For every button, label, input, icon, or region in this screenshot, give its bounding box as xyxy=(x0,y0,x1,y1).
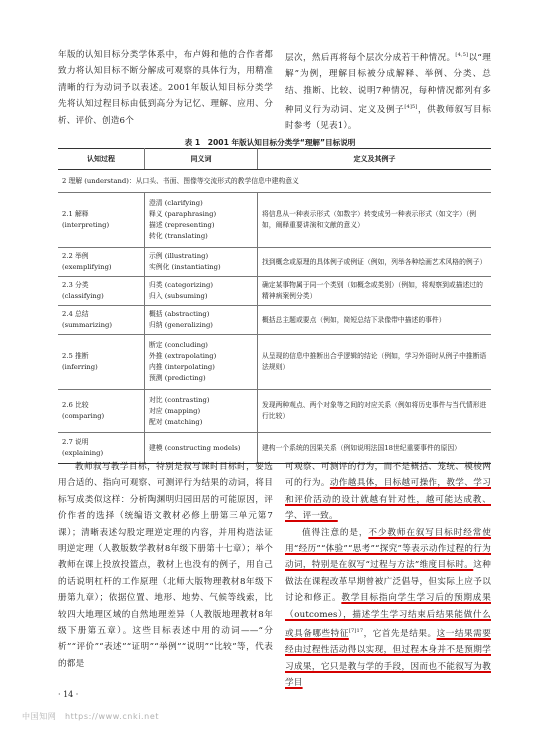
process-cell: 2.7 说明 (explaining) xyxy=(58,433,145,464)
process-cell: 2.2 举例 (exemplifying) xyxy=(58,248,145,277)
table-row xyxy=(58,306,491,335)
table-row xyxy=(58,390,491,433)
synonyms-cell: 建模 (constructing models) xyxy=(145,433,258,464)
process-cell: 2.3 分类 (classifying) xyxy=(58,277,145,306)
bottom-left-paragraph: 教师叙写教学目标，特别是叙写课时目标时，要选用合适的、指向可观察、可测评行为结果的动词，将目标写成类似这样：分析陶渊明归园田居的可能原因，评价作者的选择（统编语文教材必修上册第三单元第7课）；清晰表述勾股定理逆定理的内容，并用构造法证明逆定理（人教版数学教材8年级下册第十七章）；举个教师在课上投放投篮点，教材上也没有的例子，用自己的话说明杠杆的工作原理（北师大版物理教材8年级下册第九章）；依据位置、地形、地势、气候等线索，比较四大地理区域的自然地理差异（人教版地理教材8年级下册第五章）。这些目标表述中用的动词——“分析”“评价”“表述”“证明”“举例”“说明”“比较”等，代表的都是 xyxy=(58,462,273,669)
top-right-text-c: ，供教师叙写目标时参考（见表1）。 xyxy=(285,104,491,132)
reference-mark: [7]17 xyxy=(348,628,364,635)
intro-cell: 2 理解 (understand)：从口头、书面、图像等交流形式的教学信息中建构意义 xyxy=(58,170,491,193)
table-caption: 表 1 2001 年版认知目标分类学“理解”目标说明 xyxy=(184,138,356,147)
underlined-passage: 教学目标指向学生学习后的预期成果（outcomes），描述学生学习结束后结果能做什么或具备哪些特征 xyxy=(285,593,491,639)
definition-cell: 确定某事物属于同一个类别（如概念或类别）（例如，将观察到或描述过的精神病案例分类） xyxy=(258,277,492,306)
bottom-right-paragraph-1: 可观察、可测评的行为，而不是概括、笼统、模棱两可的行为。动作越具体，目标越可操作，教学、学习和评价活动的设计就越有针对性，越可能达成教、学、评一致。 xyxy=(285,462,491,522)
top-right-column xyxy=(285,47,491,135)
synonyms-cell: 对比 (contrasting) 对应 (mapping) 配对 (matching) xyxy=(145,390,258,433)
page-number: · 14 · xyxy=(58,690,79,699)
synonyms-cell: 示例 (illustrating) 实例化 (instantiating) xyxy=(145,248,258,277)
synonyms-cell: 归类 (categorizing) 归入 (subsuming) xyxy=(145,277,258,306)
definition-cell: 将信息从一种表示形式（如数字）转变成另一种表示形式（如文字）（例如，阐释重要讲演和文献的意义） xyxy=(258,193,492,248)
table-header-row xyxy=(58,149,491,170)
process-cell: 2.1 解释 (interpreting) xyxy=(58,193,145,248)
definition-cell: 概括总主题或要点（例如，简短总结下录像带中描述的事件） xyxy=(258,306,492,335)
bottom-right-paragraph-2: 值得注意的是，不少教师在叙写目标时经常使用“经历”“体验”“思考”“探究”等表示动作过程的行为动词，特别是在叙写“过程与方法”维度目标时。这种做法在课程改革早期曾被广泛倡导，但实际上应予以讨论和修正。教学目标指向学生学习后的预期成果（outcomes），描述学生学习结束后结果能做什么或具备哪些特征$^{[7]17}$，它首先是结果。这一结果需要经由过程性活动得以实现，但过程本身并不是预期学习成果，它只是教与学的手段，因而也不能叙写为教学目 xyxy=(285,527,491,689)
table-intro-row xyxy=(58,170,491,193)
definition-cell: 从呈现的信息中推断出合乎逻辑的结论（例如，学习外语时从例子中推断语法规则） xyxy=(258,335,492,390)
underlined-passage: 不少教师在叙写目标时经常使用“经历”“体验”“思考”“探究”等表示动作过程的行为动词，特别是在叙写“过程与方法”维度目标时。 xyxy=(285,527,491,571)
table-row xyxy=(58,248,491,277)
definition-cell: 发现两种观点、两个对象等之间的对应关系（例如将历史事件与当代情形进行比较） xyxy=(258,390,492,433)
top-left-paragraph: 年版的认知目标分类学体系中，布卢姆和他的合作者都致力将认知目标不断分解成可观察的具体行为，用精准清晰的行为动词予以表述。2001年版认知目标分类学先将认知过程目标由低到高分为记忆、理解、应用、分析、评价、创造6个 xyxy=(58,50,273,126)
top-left-column xyxy=(58,47,273,129)
top-right-text-a: 层次，然后再将每个层次分成若干种情况。 xyxy=(285,52,456,63)
process-cell: 2.4 总结 (summarizing) xyxy=(58,306,145,335)
bottom-right-column xyxy=(285,459,491,692)
table-row xyxy=(58,277,491,306)
top-right-paragraph xyxy=(285,47,491,135)
watermark-footer: 中国知网 https://www.cnki.net xyxy=(22,712,160,721)
synonyms-cell: 概括 (abstracting) 归纳 (generalizing) xyxy=(145,306,258,335)
synonyms-cell: 澄清 (clarifying) 释义 (paraphrasing) 描述 (representing) 转化 (translating) xyxy=(145,193,258,248)
top-right-text-b: 以“理解”为例，理解目标被分成解释、举例、分类、总结、推断、比较、说明7种情况，每种情况都列有多种同义行为动词、定义及例子 xyxy=(285,52,491,115)
process-cell: 2.5 推断 (inferring) xyxy=(58,335,145,390)
bottom-left-column xyxy=(58,459,273,672)
header-definition: 定义及其例子 xyxy=(258,149,492,170)
header-synonyms: 同义词 xyxy=(145,149,258,170)
header-process: 认知过程 xyxy=(58,149,145,170)
underlined-passage: 这一结果需要经由过程性活动得以实现，但过程本身并不是预期学习成果，它只是教与学的手段，因而也不能叙写为教学目 xyxy=(285,628,491,689)
reference-mark: [4,5] xyxy=(455,52,469,58)
process-cell: 2.6 比较 (comparing) xyxy=(58,390,145,433)
reference-mark: [4]5] xyxy=(404,104,418,111)
synonyms-cell: 断定 (concluding) 外推 (extrapolating) 内推 (interpolating) 预测 (predicting) xyxy=(145,335,258,390)
table-row xyxy=(58,335,491,390)
understanding-objectives-table xyxy=(58,148,491,464)
underlined-passage: 动作越具体，目标越可操作，教学、学习和评价活动的设计就越有针对性，越可能达成教、学、评一致。 xyxy=(285,478,491,522)
definition-cell: 找到概念或原理的具体例子或例证（例如，列举各种绘画艺术风格的例子） xyxy=(258,248,492,277)
definition-cell: 建构一个系统的因果关系（例如说明法国18世纪重要事件的原因） xyxy=(258,433,492,464)
table-row xyxy=(58,193,491,248)
